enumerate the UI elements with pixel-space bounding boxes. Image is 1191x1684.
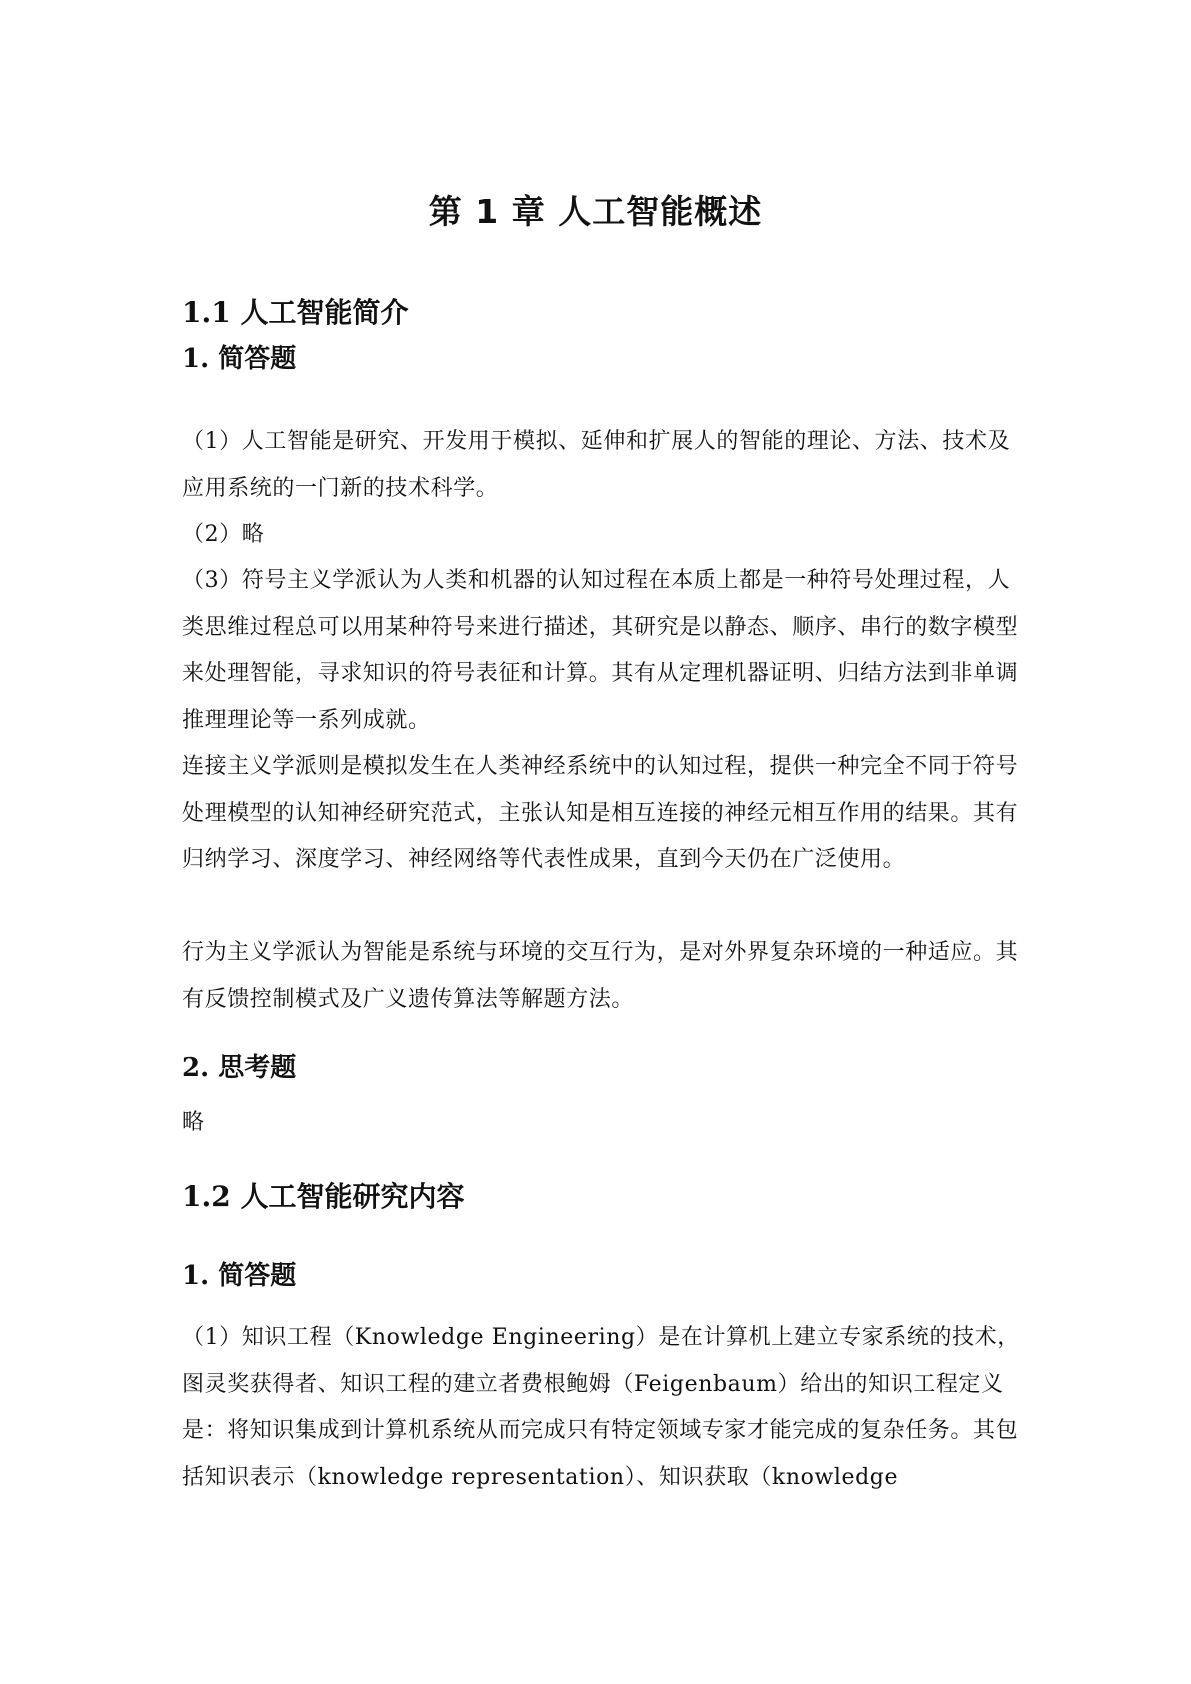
subsection-title-short-answer: 1. 简答题: [182, 344, 297, 374]
paragraph-knowledge-engineering: （1）知识工程（Knowledge Engineering）是在计算机上建立专家系统的技术，图灵奖获得者、知识工程的建立者费根鲍姆（Feigenbaum）给出的知识工程定义是：将知识集成到计算机系统从而完成只有特定领域专家才能完成的复杂任务。其包括知识表示（knowledge representation）、知识获取（knowledge: [182, 1325, 1020, 1490]
subsection-title-short-answer-2: 1. 简答题: [182, 1261, 297, 1291]
paragraph-thinking-answer: 略: [182, 1110, 205, 1135]
section-title-1-2: 1.2 人工智能研究内容: [182, 1180, 465, 1213]
paragraph-behaviorism: 行为主义学派认为智能是系统与环境的交互行为，是对外界复杂环境的一种适应。其有反馈控制模式及广义遗传算法等解题方法。: [182, 940, 1019, 1012]
paragraph-answer-1: （1）人工智能是研究、开发用于模拟、延伸和扩展人的智能的理论、方法、技术及应用系统的一门新的技术科学。: [182, 429, 1011, 501]
section-title-1-1: 1.1 人工智能简介: [182, 296, 409, 329]
paragraph-answer-3-symbolism: （3）符号主义学派认为人类和机器的认知过程在本质上都是一种符号处理过程，人类思维过程总可以用某种符号来进行描述，其研究是以静态、顺序、串行的数字模型来处理智能，寻求知识的符号表征和计算。其有从定理机器证明、归结方法到非单调推理理论等一系列成就。: [182, 568, 1019, 733]
paragraph-connectionism: 连接主义学派则是模拟发生在人类神经系统中的认知过程，提供一种完全不同于符号处理模型的认知神经研究范式，主张认知是相互连接的神经元相互作用的结果。其有归纳学习、深度学习、神经网络等代表性成果，直到今天仍在广泛使用。: [182, 754, 1019, 872]
chapter-title: 第 1 章 人工智能概述: [428, 192, 763, 231]
subsection-title-thinking-questions: 2. 思考题: [182, 1053, 297, 1083]
paragraph-answer-2: （2）略: [182, 522, 265, 547]
